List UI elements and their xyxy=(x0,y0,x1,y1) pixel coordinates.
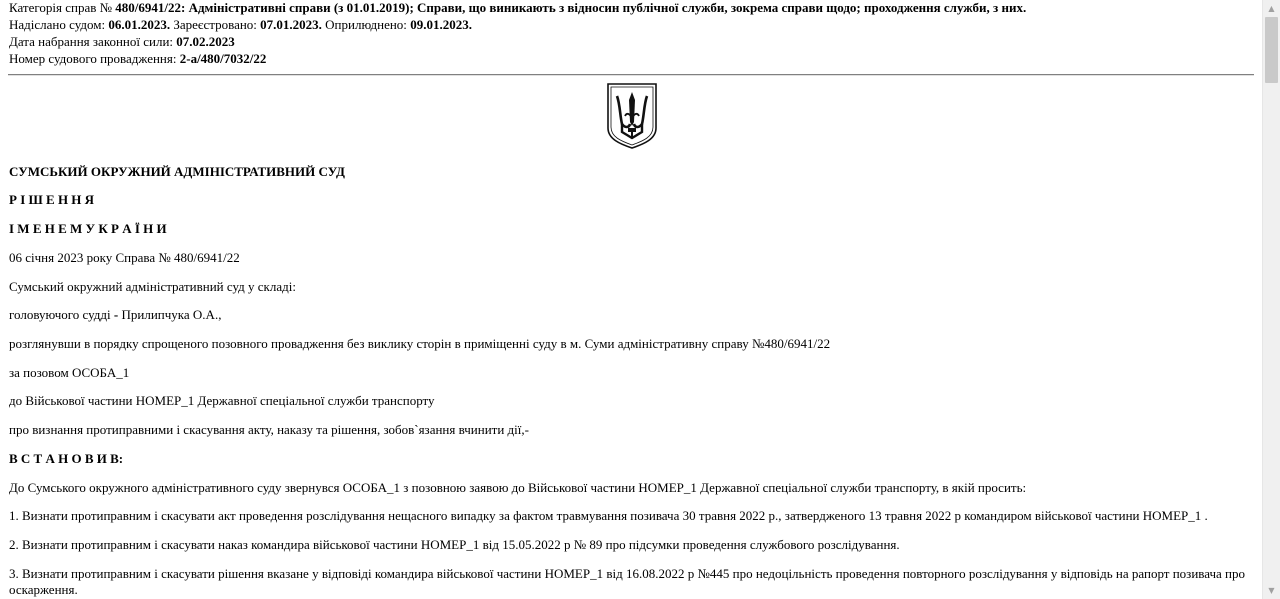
proceeding-label: Номер судового провадження: xyxy=(9,51,180,66)
sent-label: Надіслано судом: xyxy=(9,17,109,32)
plaintiff-line: за позовом ОСОБА_1 xyxy=(9,365,130,380)
established-heading: В С Т А Н О В И В: xyxy=(9,451,124,466)
judge-name: Прилипчука О.А., xyxy=(118,307,222,322)
vertical-scrollbar[interactable] xyxy=(1262,0,1280,599)
scroll-up-arrow-icon[interactable]: ▲ xyxy=(1268,4,1275,13)
scrollbar-thumb[interactable] xyxy=(1265,17,1278,83)
court-name: СУМСЬКИЙ ОКРУЖНИЙ АДМІНІСТРАТИВНИЙ СУД xyxy=(9,164,345,179)
category-label: Категорія справ № xyxy=(9,0,116,15)
intro-paragraph: До Сумського окружного адміністративного суду звернувся ОСОБА_1 з позовною заявою до Військової частини НОМЕР_1 Державної спеціальної служби транспорту, в якій просить: xyxy=(9,480,1027,495)
proceeding-line xyxy=(9,51,266,67)
claim-item: 2. Визнати протиправним і скасувати наказ командира військової частини НОМЕР_1 від 15.05.2022 р № 89 про підсумки проведення службового розслідування. xyxy=(9,537,900,552)
judge-dash: - xyxy=(113,307,119,322)
judge-prefix: головуючого судді xyxy=(9,307,114,322)
effective-line xyxy=(9,34,235,50)
proceeding-number: 2-а/480/7032/22 xyxy=(179,51,267,66)
published-date: 09.01.2023. xyxy=(410,17,472,32)
court-composition: Сумський окружний адміністративний суд у складі: xyxy=(9,279,296,294)
category-value: 480/6941/22: Адміністративні справи (з 01.01.2019); Справи, що виникають з відносин публічної служби, зокрема справи щодо; проходження служби, з них. xyxy=(115,0,1027,15)
scroll-down-arrow-icon[interactable]: ▼ xyxy=(1268,586,1275,595)
effective-date: 07.02.2023 xyxy=(176,34,235,49)
coat-of-arms-icon xyxy=(606,82,658,150)
subject-line: про визнання протиправними і скасування акту, наказу та рішення, зобов`язання вчинити дії,- xyxy=(9,422,529,437)
sent-date: 06.01.2023. xyxy=(108,17,171,32)
defendant-line: до Військової частини НОМЕР_1 Державної спеціальної служби транспорту xyxy=(9,393,435,408)
header-divider xyxy=(8,74,1254,76)
in-name-of-ukraine-heading: І М Е Н Е М У К Р А Ї Н И xyxy=(9,221,167,236)
dates-line xyxy=(9,17,472,33)
registered-label: Зареєстровано: xyxy=(170,17,261,32)
category-line xyxy=(9,0,1026,16)
date-case-line: 06 січня 2023 року Справа № 480/6941/22 xyxy=(9,250,240,265)
registered-date: 07.01.2023. xyxy=(260,17,322,32)
claim-item: 3. Визнати протиправним і скасувати рішення вказане у відповіді командира військової частини НОМЕР_1 від 16.08.2022 р №445 про недоцільність проведення повторного розслідування у відповідь на рапорт позивача про оскарження. xyxy=(9,566,1246,597)
judge-line xyxy=(9,307,221,323)
effective-label: Дата набрання законної сили: xyxy=(9,34,177,49)
claim-item: 1. Визнати протиправним і скасувати акт проведення розслідування нещасного випадку за фактом травмування позивача 30 травня 2022 р., затвердженого 13 травня 2022 р командиром військової частини НОМЕР_1 . xyxy=(9,508,1208,523)
published-label: Оприлюднено: xyxy=(321,17,411,32)
decision-heading: Р І Ш Е Н Н Я xyxy=(9,192,95,207)
review-text: розглянувши в порядку спрощеного позовного провадження без виклику сторін в приміщенні суду в м. Суми адміністративну справу №480/6941/22 xyxy=(9,336,831,351)
